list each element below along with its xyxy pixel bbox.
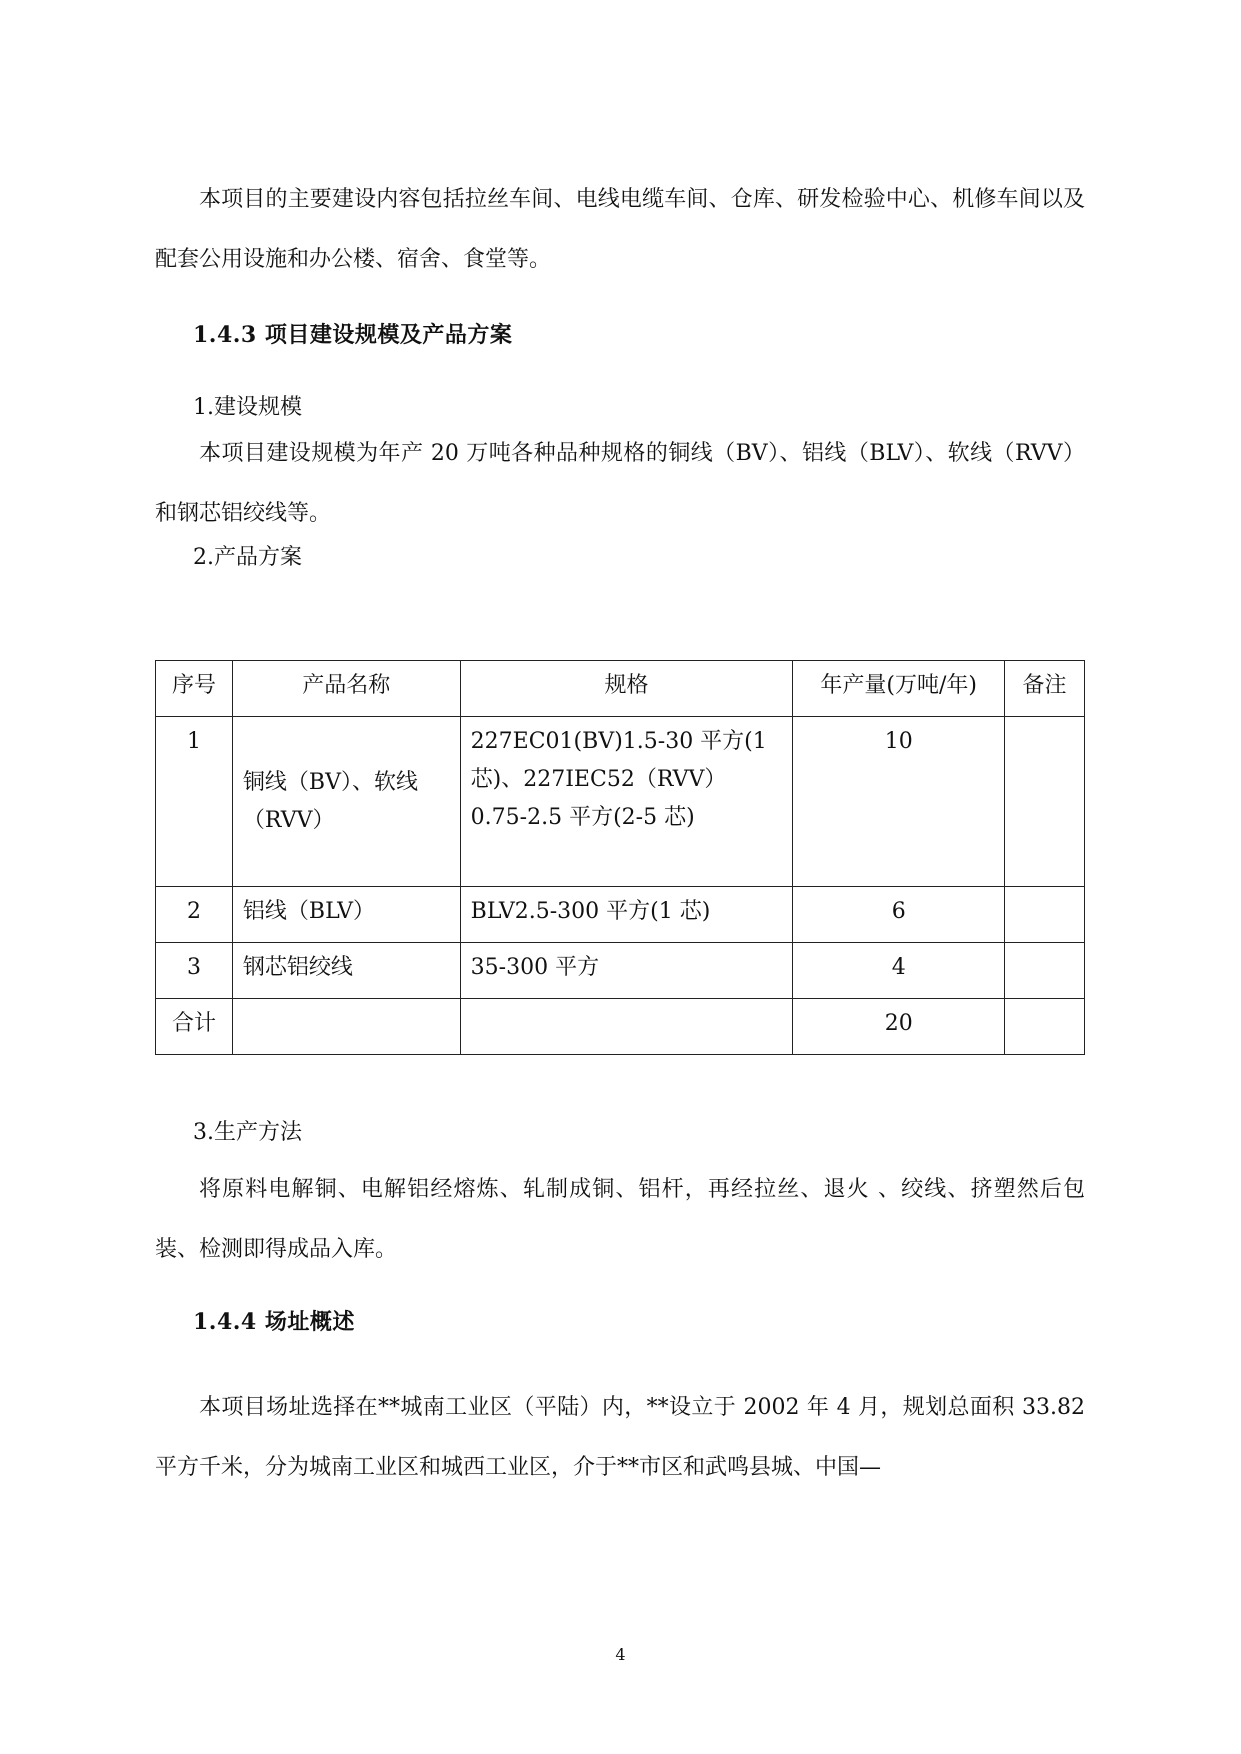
cell-product-name: 铝线（BLV） [232,887,460,943]
cell-output: 4 [793,943,1005,999]
production-method-paragraph: 将原料电解铜、电解铝经熔炼、轧制成铜、铝杆，再经拉丝、退火 、绞线、挤塑然后包装、检测即得成品入库。 [155,1177,1085,1262]
intro-paragraph: 本项目的主要建设内容包括拉丝车间、电线电缆车间、仓库、研发检验中心、机修车间以及配套公用设施和办公楼、宿舍、食堂等。 [155,187,1085,272]
section-heading-1-4-4: 1.4.4 场址概述 [193,1309,355,1335]
cell-output: 10 [793,717,1005,887]
header-cell-name: 产品名称 [232,661,460,717]
product-plan-table [155,660,1085,1055]
cell-spec: BLV2.5-300 平方(1 芯) [460,887,793,943]
cell-no: 3 [156,943,233,999]
table-header-row [156,661,1085,717]
header-cell-output: 年产量(万吨/年) [793,661,1005,717]
cell-remark [1005,999,1085,1055]
cell-product-name: 铜线（BV）、软线（RVV） [232,717,460,887]
cell-product-name: 钢芯铝绞线 [232,943,460,999]
cell-remark [1005,943,1085,999]
section-heading-1-4-3: 1.4.3 项目建设规模及产品方案 [193,322,513,348]
cell-total-label: 合计 [156,999,233,1055]
cell-no: 1 [156,717,233,887]
cell-remark [1005,717,1085,887]
cell-no: 2 [156,887,233,943]
cell-remark [1005,887,1085,943]
subsection-title-production-method: 3.生产方法 [193,1120,302,1145]
cell-total-output: 20 [793,999,1005,1055]
table-row [156,887,1085,943]
subsection-title-product-plan: 2.产品方案 [193,545,302,570]
cell-product-name [232,999,460,1055]
table-row [156,943,1085,999]
cell-spec [460,999,793,1055]
header-cell-no: 序号 [156,661,233,717]
cell-spec: 227EC01(BV)1.5-30 平方(1 芯)、227IEC52（RVV）0.75-2.5 平方(2-5 芯) [460,717,793,887]
cell-spec: 35-300 平方 [460,943,793,999]
scale-paragraph: 本项目建设规模为年产 20 万吨各种品种规格的铜线（BV）、铝线（BLV）、软线（RVV）和钢芯铝绞线等。 [155,441,1085,526]
table-row [156,717,1085,887]
table-total-row [156,999,1085,1055]
site-overview-paragraph: 本项目场址选择在**城南工业区（平陆）内，**设立于 2002 年 4 月，规划总面积 33.82 平方千米，分为城南工业区和城西工业区，介于**市区和武鸣县城、中国— [155,1395,1085,1480]
header-cell-spec: 规格 [460,661,793,717]
subsection-title-scale: 1.建设规模 [193,395,302,420]
page-number: 4 [615,1645,626,1664]
cell-output: 6 [793,887,1005,943]
header-cell-remark: 备注 [1005,661,1085,717]
